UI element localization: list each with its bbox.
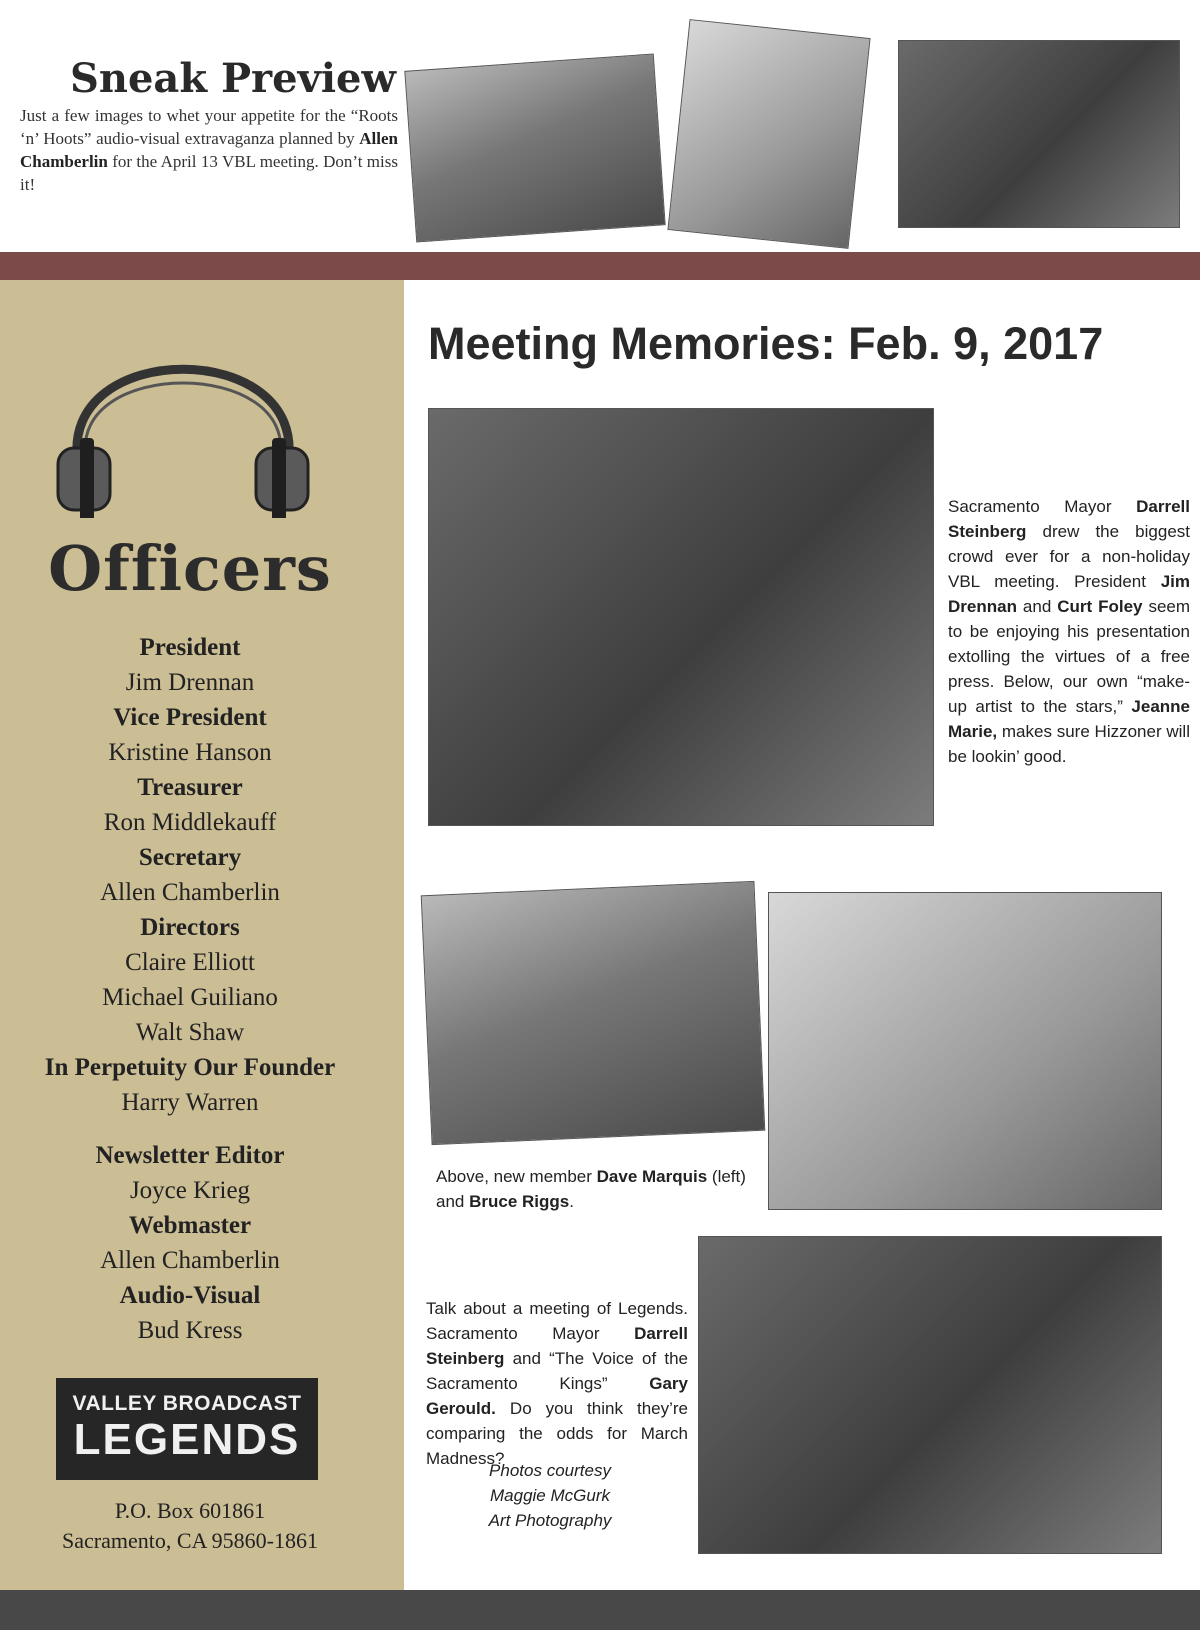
preview-photo-2	[667, 19, 870, 249]
photo-credit	[470, 1458, 630, 1533]
sneak-presenter: Allen Chamberlin	[20, 129, 398, 171]
caption-mayor-speech: Sacramento Mayor Darrell Steinberg drew the biggest crowd ever for a non-holiday VBL meeting. President Jim Drennan and Curt Foley seem to be enjoying his presentation extolling the virtues of a free press. Below, our own “make-up artist to the stars,” Jeanne Marie, makes sure Hizzoner will be lookin’ good.	[948, 497, 1191, 766]
officer-roster	[0, 630, 380, 1348]
role-vice-president: Vice President	[113, 704, 267, 731]
caption-new-members: Above, new member Dave Marquis (left) and Bruce Riggs.	[436, 1167, 746, 1211]
role-webmaster: Webmaster	[128, 1212, 252, 1239]
new-members-photo	[421, 881, 766, 1145]
footer-bar	[0, 1590, 1200, 1630]
officer-name: Walt Shaw	[135, 1019, 245, 1046]
logo-line-1: VALLEY BROADCAST	[72, 1392, 302, 1415]
credit-line-2: Maggie McGurk	[490, 1486, 610, 1505]
mailing-address	[0, 1496, 380, 1556]
officer-name: Harry Warren	[121, 1089, 259, 1116]
credit-line-1: Photos courtesy	[489, 1461, 611, 1480]
role-founder: In Perpetuity Our Founder	[44, 1054, 336, 1081]
mayor-speaking-photo	[428, 408, 934, 826]
headphones-icon	[48, 298, 318, 518]
section-divider	[0, 252, 1200, 280]
officer-name: Kristine Hanson	[108, 739, 272, 766]
logo-line-2: LEGENDS	[73, 1415, 301, 1464]
preview-photo-3	[898, 40, 1180, 228]
caption-legends: Talk about a meeting of Legends. Sacramento Mayor Darrell Steinberg and “The Voice of the Sacramento Kings” Gary Gerould. Do you think they’re comparing the odds for March Madness?	[426, 1299, 688, 1468]
meeting-memories-title: Meeting Memories: Feb. 9, 2017	[428, 318, 1104, 369]
sneak-text-outro: for the April 13 VBL meeting. Don’t miss it!	[20, 152, 398, 194]
role-president: President	[139, 634, 241, 661]
sneak-text-intro: Just a few images to whet your appetite for the “Roots ‘n’ Hoots” audio-visual extravaganza planned by	[20, 106, 398, 148]
sneak-preview-title: Sneak Preview	[70, 55, 396, 102]
officer-name: Claire Elliott	[125, 949, 255, 976]
sneak-preview-text	[20, 104, 398, 196]
role-secretary: Secretary	[138, 844, 242, 871]
role-newsletter-editor: Newsletter Editor	[95, 1142, 285, 1169]
legends-meeting-photo	[698, 1236, 1162, 1554]
credit-line-3: Art Photography	[488, 1511, 612, 1530]
vbl-logo	[56, 1378, 318, 1480]
makeup-artist-photo	[768, 892, 1162, 1210]
address-line-2: Sacramento, CA 95860-1861	[61, 1528, 319, 1553]
role-directors: Directors	[140, 914, 240, 941]
address-line-1: P.O. Box 601861	[114, 1498, 266, 1523]
preview-photo-1	[404, 53, 665, 242]
staff-name: Joyce Krieg	[129, 1177, 251, 1204]
officers-title: Officers	[48, 532, 332, 605]
officer-name: Jim Drennan	[125, 669, 255, 696]
officer-name: Ron Middlekauff	[103, 809, 277, 836]
role-treasurer: Treasurer	[137, 774, 243, 801]
staff-name: Allen Chamberlin	[100, 1247, 280, 1274]
role-audio-visual: Audio-Visual	[119, 1282, 261, 1309]
officer-name: Michael Guiliano	[102, 984, 278, 1011]
officer-name: Allen Chamberlin	[100, 879, 280, 906]
staff-name: Bud Kress	[137, 1317, 243, 1344]
